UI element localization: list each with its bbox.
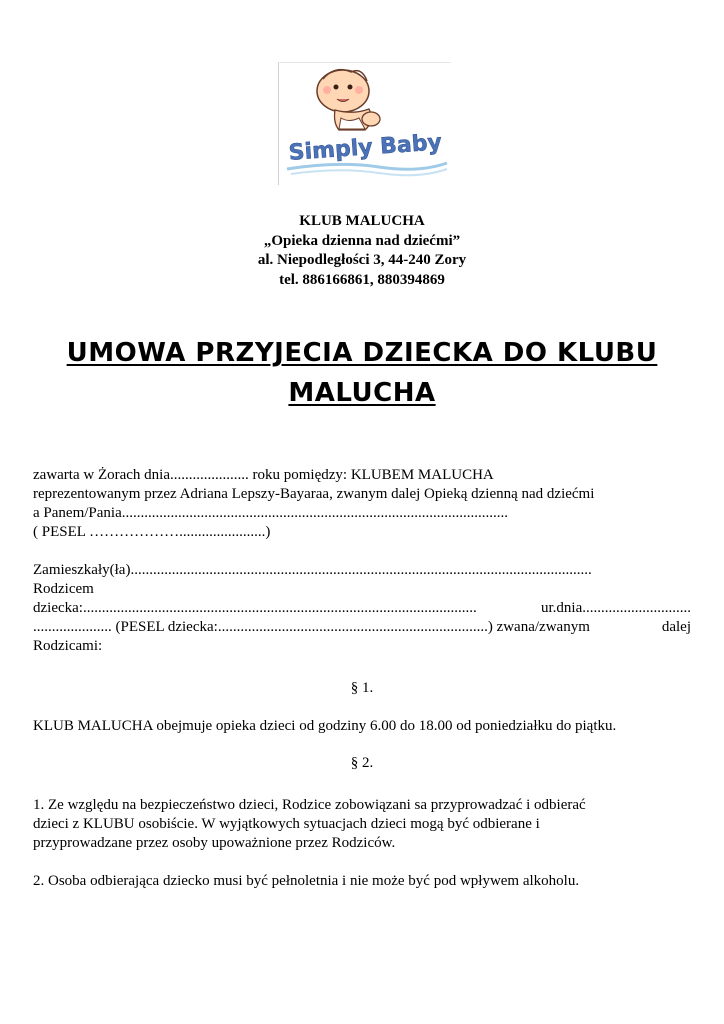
section-1-heading: § 1. [350,680,374,696]
section-2-para-1-line-2: dzieci z KLUBU osobiście. W wyjątkowych sytuacjach dzieci mogą być odbierane i [33,816,540,832]
child-name-field: dziecka:......................................................................................................... [33,600,477,616]
title-line-1: UMOWA PRZYJECIA DZIECKA DO KLUBU [66,338,658,368]
residence-line: Zamieszkały(ła)........................................................................................................................... [33,562,592,578]
parents-label: Rodzicami: [33,638,103,654]
intro-line-1: zawarta w Żorach dnia..................... roku pomiędzy: KLUBEM MALUCHA [33,467,494,483]
intro-line-2: reprezentowanym przez Adriana Lepszy-Bayaraa, zwanym dalej Opieką dzienną nad dziećmi [33,486,595,502]
section-1-text: KLUB MALUCHA obejmuje opieka dzieci od godziny 6.00 do 18.00 od poniedziałku do piątku. [33,718,617,734]
header-subtitle: „Opieka dzienna nad dziećmi” [263,232,461,249]
section-2-para-2: 2. Osoba odbierająca dziecko musi być pełnoletnia i nie może być pod wpływem alkoholu. [33,873,580,889]
section-2-para-1-line-1: 1. Ze względu na bezpieczeństwo dzieci, Rodzice zobowiązani sa przyprowadzać i odbierać [33,797,586,813]
child-pesel-tail: dalej [661,619,691,635]
child-birthdate-field: ur.dnia............................. [541,600,691,616]
section-2-para-1-line-3: przyprowadzane przez osoby upoważnione przez Rodziców. [33,835,396,851]
title-line-2: MALUCHA [288,378,436,408]
document-title [50,333,674,413]
simply-baby-logo [278,62,451,185]
child-pesel-line [33,618,691,637]
child-pesel-field: ..................... (PESEL dziecka:........................................................................) zwana/zwanym [33,619,590,635]
parent-label: Rodzicem [33,581,94,597]
header-address: al. Niepodległości 3, 44-240 Zory [257,252,467,268]
intro-line-3: a Panem/Pania....................................................................................................... [33,505,508,521]
document-body [33,466,691,891]
section-2-heading: § 2. [350,755,374,771]
baby-logo-image [279,63,451,185]
header-block [0,212,724,290]
header-phone: tel. 886166861, 880394869 [279,271,445,288]
child-line [33,599,691,618]
logo-text: Simply Baby [287,130,443,166]
header-club-name: KLUB MALUCHA [299,213,425,229]
intro-line-4: ( PESEL ……………….......................) [33,524,271,540]
